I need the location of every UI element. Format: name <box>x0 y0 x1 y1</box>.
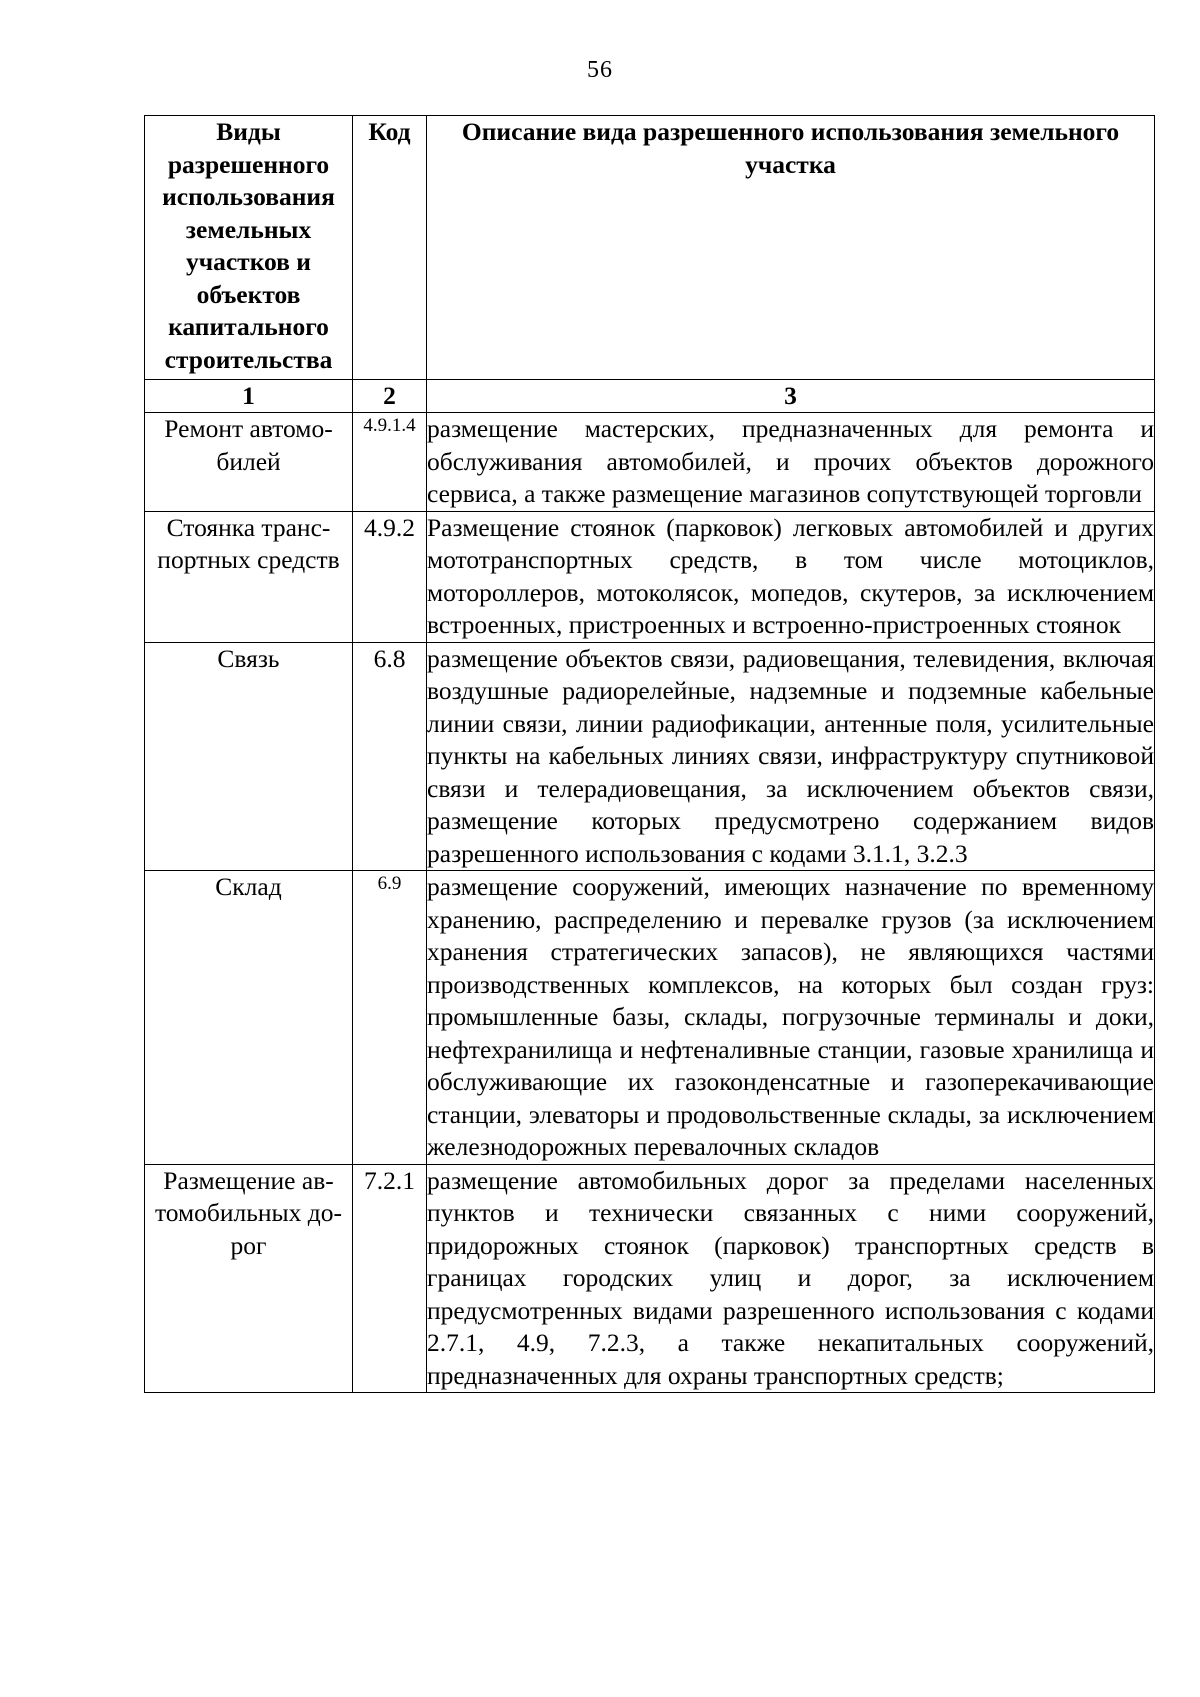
row-description: Размещение стоянок (парковок) легковых автомобилей и других мототранспортных средств, в том числе мотоциклов, мотороллеров, мотоколясок, мопедов, скутеров, за исключением встроенных, пристроенных и встроенно-пристроенных стоянок <box>427 511 1155 642</box>
table-row <box>145 871 1155 1165</box>
row-description: размещение автомобильных дорог за пределами населенных пунктов и технически связанных с ними сооружений, придорожных стоянок (парковок) транспортных средств в границах городских улиц и дорог, за исключением предусмотренных видами разрешенного использования с кодами 2.7.1, 4.9, 7.2.3, а также некапитальных сооружений, предназначенных для охраны транспортных средств; <box>427 1164 1155 1393</box>
column-number-3: 3 <box>427 380 1155 413</box>
row-code: 4.9.2 <box>353 511 427 642</box>
header-code: Код <box>353 116 427 380</box>
table-row <box>145 511 1155 642</box>
row-code: 6.9 <box>353 871 427 1165</box>
row-description: размещение объектов связи, радиовещания, телевидения, включая воздушные радиорелейные, надземные и подземные кабельные линии связи, линии радиофикации, антенные поля, усилительные пункты на кабельных линиях связи, инфраструктуру спутниковой связи и телерадиовещания, за исключением объектов связи, размещение которых предусмотрено содержанием видов разрешенного использования с кодами 3.1.1, 3.2.3 <box>427 642 1155 871</box>
row-description: размещение сооружений, имеющих назначение по временному хранению, распределению и перевалке грузов (за исключением хранения стратегических запасов), не являющихся частями производственных комплексов, на которых был создан груз: промышленные базы, склады, погрузочные терминалы и доки, нефтехранилища и нефтеналивные станции, газовые хранилища и обслуживающие их газоконденсатные и газоперекачивающие станции, элеваторы и продовольственные склады, за исключением железнодорожных перевалочных складов <box>427 871 1155 1165</box>
column-number-row <box>145 380 1155 413</box>
row-land-use-name: Склад <box>145 871 353 1165</box>
row-description: размещение мастерских, предназначенных для ремонта и обслуживания автомобилей, и прочих объектов дорожного сервиса, а также размещение магазинов сопутствующей торговли <box>427 413 1155 512</box>
table-row <box>145 413 1155 512</box>
row-land-use-name: Размещение ав-томобильных до-рог <box>145 1164 353 1393</box>
column-number-1: 1 <box>145 380 353 413</box>
land-use-table <box>144 115 1155 1393</box>
page-number: 56 <box>587 57 613 83</box>
row-land-use-name: Связь <box>145 642 353 871</box>
column-number-2: 2 <box>353 380 427 413</box>
row-code: 6.8 <box>353 642 427 871</box>
row-code: 7.2.1 <box>353 1164 427 1393</box>
table-row <box>145 1164 1155 1393</box>
row-land-use-name: Ремонт автомо-билей <box>145 413 353 512</box>
table-header-row <box>145 116 1155 380</box>
header-description: Описание вида разрешенного использования земельного участка <box>427 116 1155 380</box>
table-row <box>145 642 1155 871</box>
row-code: 4.9.1.4 <box>353 413 427 512</box>
row-land-use-name: Стоянка транс-портных средств <box>145 511 353 642</box>
header-land-use-type: Виды разрешенного использования земельных участков и объектов капитального строительства <box>145 116 353 380</box>
